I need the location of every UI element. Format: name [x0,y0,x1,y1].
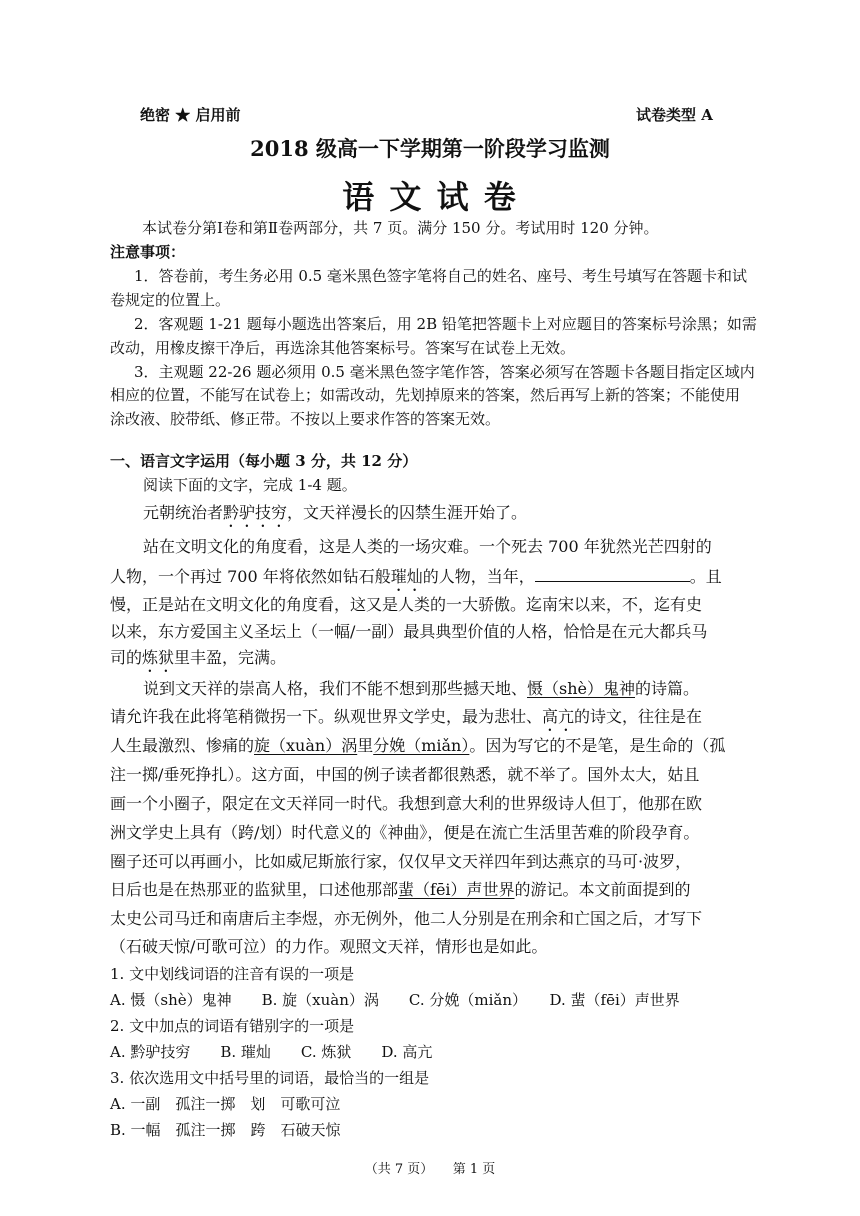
underlined-word: 旋（xuàn）涡 [254,736,358,755]
question-2: 2. 文中加点的词语有错别字的一项是 [110,1017,355,1035]
passage-p2-l3: 慢，正是站在文明文化的角度看，这又是人类的一大骄傲。迄南宋以来，不，迄有史 [110,595,703,614]
underlined-word: 蜚（fēi）声世界 [398,880,515,899]
notice-3c: 涂改液、胶带纸、修正带。不按以上要求作答的答案无效。 [110,410,501,428]
dotted-word: 炼狱 [142,648,175,667]
dotted-word: 高亢 [542,707,575,726]
question-2-options: A. 黔驴技穷 B. 璀灿 C. 炼狱 D. 高亢 [110,1043,433,1061]
section-heading: 一、语言文字运用（每小题 3 分，共 12 分） [110,452,418,470]
passage-p1: 元朝统治者黔驴技穷，文天祥漫长的囚禁生涯开始了。 [143,503,528,522]
dotted-word: 璀灿 [390,567,423,586]
passage-p2-l1: 站在文明文化的角度看，这是人类的一场灾难。一个死去 700 年犹然光芒四射的 [143,537,712,556]
passage-p3-l2: 请允许我在此将笔稍微拐一下。纵观世界文学史，最为悲壮、高亢的诗文，往往是在 [110,707,703,726]
page-footer: （共 7 页） 第 1 页 [364,1162,496,1177]
passage-p3-l10: （石破天惊/可歌可泣）的力作。观照文天祥，情形也是如此。 [110,937,548,956]
question-3-option-b: B. 一幅 孤注一掷 跨 石破天惊 [110,1121,341,1139]
notice-heading: 注意事项： [110,243,186,261]
passage-p2-l5: 司的炼狱里丰盈，完满。 [110,648,287,667]
notice-3b: 相应的位置，不能写在试卷上；如需改动，先划掉原来的答案，然后再写上新的答案；不能使用 [110,386,741,404]
question-3: 3. 依次选用文中括号里的词语，最恰当的一组是 [110,1069,430,1087]
passage-p2-l4: 以来，东方爱国主义圣坛上（一幅/一副）最具典型价值的人格，恰恰是在元大都兵马 [110,622,708,641]
passage-p3-l6: 洲文学史上具有（跨/划）时代意义的《神曲》，便是在流亡生活里苦难的阶段孕育。 [110,823,700,842]
passage-p3-l3: 人生最激烈、惨痛的旋（xuàn）涡里分娩（miǎn）。因为写它的不是笔，是生命的（孤 [110,736,726,755]
dotted-word: 黔驴技穷 [223,503,288,522]
notice-2b: 改动，用橡皮擦干净后，再选涂其他答案标号。答案写在试卷上无效。 [110,339,576,357]
passage-p3-l5: 画一个小圈子，限定在文天祥同一时代。我想到意大利的世界级诗人但丁，他那在欧 [110,794,703,813]
section-instruction: 阅读下面的文字，完成 1-4 题。 [143,476,357,494]
notice-1b: 卷规定的位置上。 [110,291,231,309]
notice-3a: 3．主观题 22-26 题必须用 0.5 毫米黑色签字笔作答，答案必须写在答题卡各题目指定区域内 [134,363,755,381]
passage-p2-l2: 人物，一个再过 700 年将依然如钻石般璀灿的人物，当年， 。且 [110,567,722,586]
passage-p3-l1: 说到文天祥的崇高人格，我们不能不想到那些撼天地、慑（shè）鬼神的诗篇。 [143,679,700,698]
intro: 本试卷分第Ⅰ卷和第Ⅱ卷两部分，共 7 页。满分 150 分。考试用时 120 分钟。 [142,219,659,237]
notice-2a: 2．客观题 1-21 题每小题选出答案后，用 2B 铅笔把答题卡上对应题目的答案标号涂黑；如需 [134,315,757,333]
passage-p3-l8: 日后也是在热那亚的监狱里，口述他那部蜚（fēi）声世界的游记。本文前面提到的 [110,880,691,899]
question-3-option-a: A. 一副 孤注一掷 划 可歌可泣 [110,1095,341,1113]
exam-title: 2018 级高一下学期第一阶段学习监测 [250,136,610,161]
underlined-word: 慑（shè）鬼神 [527,679,636,698]
passage-p3-l4: 注一掷/垂死挣扎）。这方面，中国的例子读者都很熟悉，就不举了。国外太大，姑且 [110,765,700,784]
passage-p3-l9: 太史公司马迁和南唐后主李煜，亦无例外，他二人分别是在刑余和亡国之后，才写下 [110,909,703,928]
underlined-word: 分娩（miǎn） [373,736,470,755]
passage-p3-l7: 圈子还可以再画小，比如威尼斯旅行家，仅仅早文天祥四年到达燕京的马可·波罗， [110,852,692,871]
question-1: 1. 文中划线词语的注音有误的一项是 [110,965,355,983]
secret-label: 绝密 ★ 启用前 [140,106,241,124]
paper-type: 试卷类型 A [636,106,713,124]
answer-blank [535,567,690,582]
subject-title: 语 文 试 卷 [342,178,518,216]
question-1-options: A. 慑（shè）鬼神 B. 旋（xuàn）涡 C. 分娩（miǎn） D. 蜚（fēi）声世界 [110,991,680,1009]
notice-1a: 1．答卷前，考生务必用 0.5 毫米黑色签字笔将自己的姓名、座号、考生号填写在答题卡和试 [134,267,747,285]
